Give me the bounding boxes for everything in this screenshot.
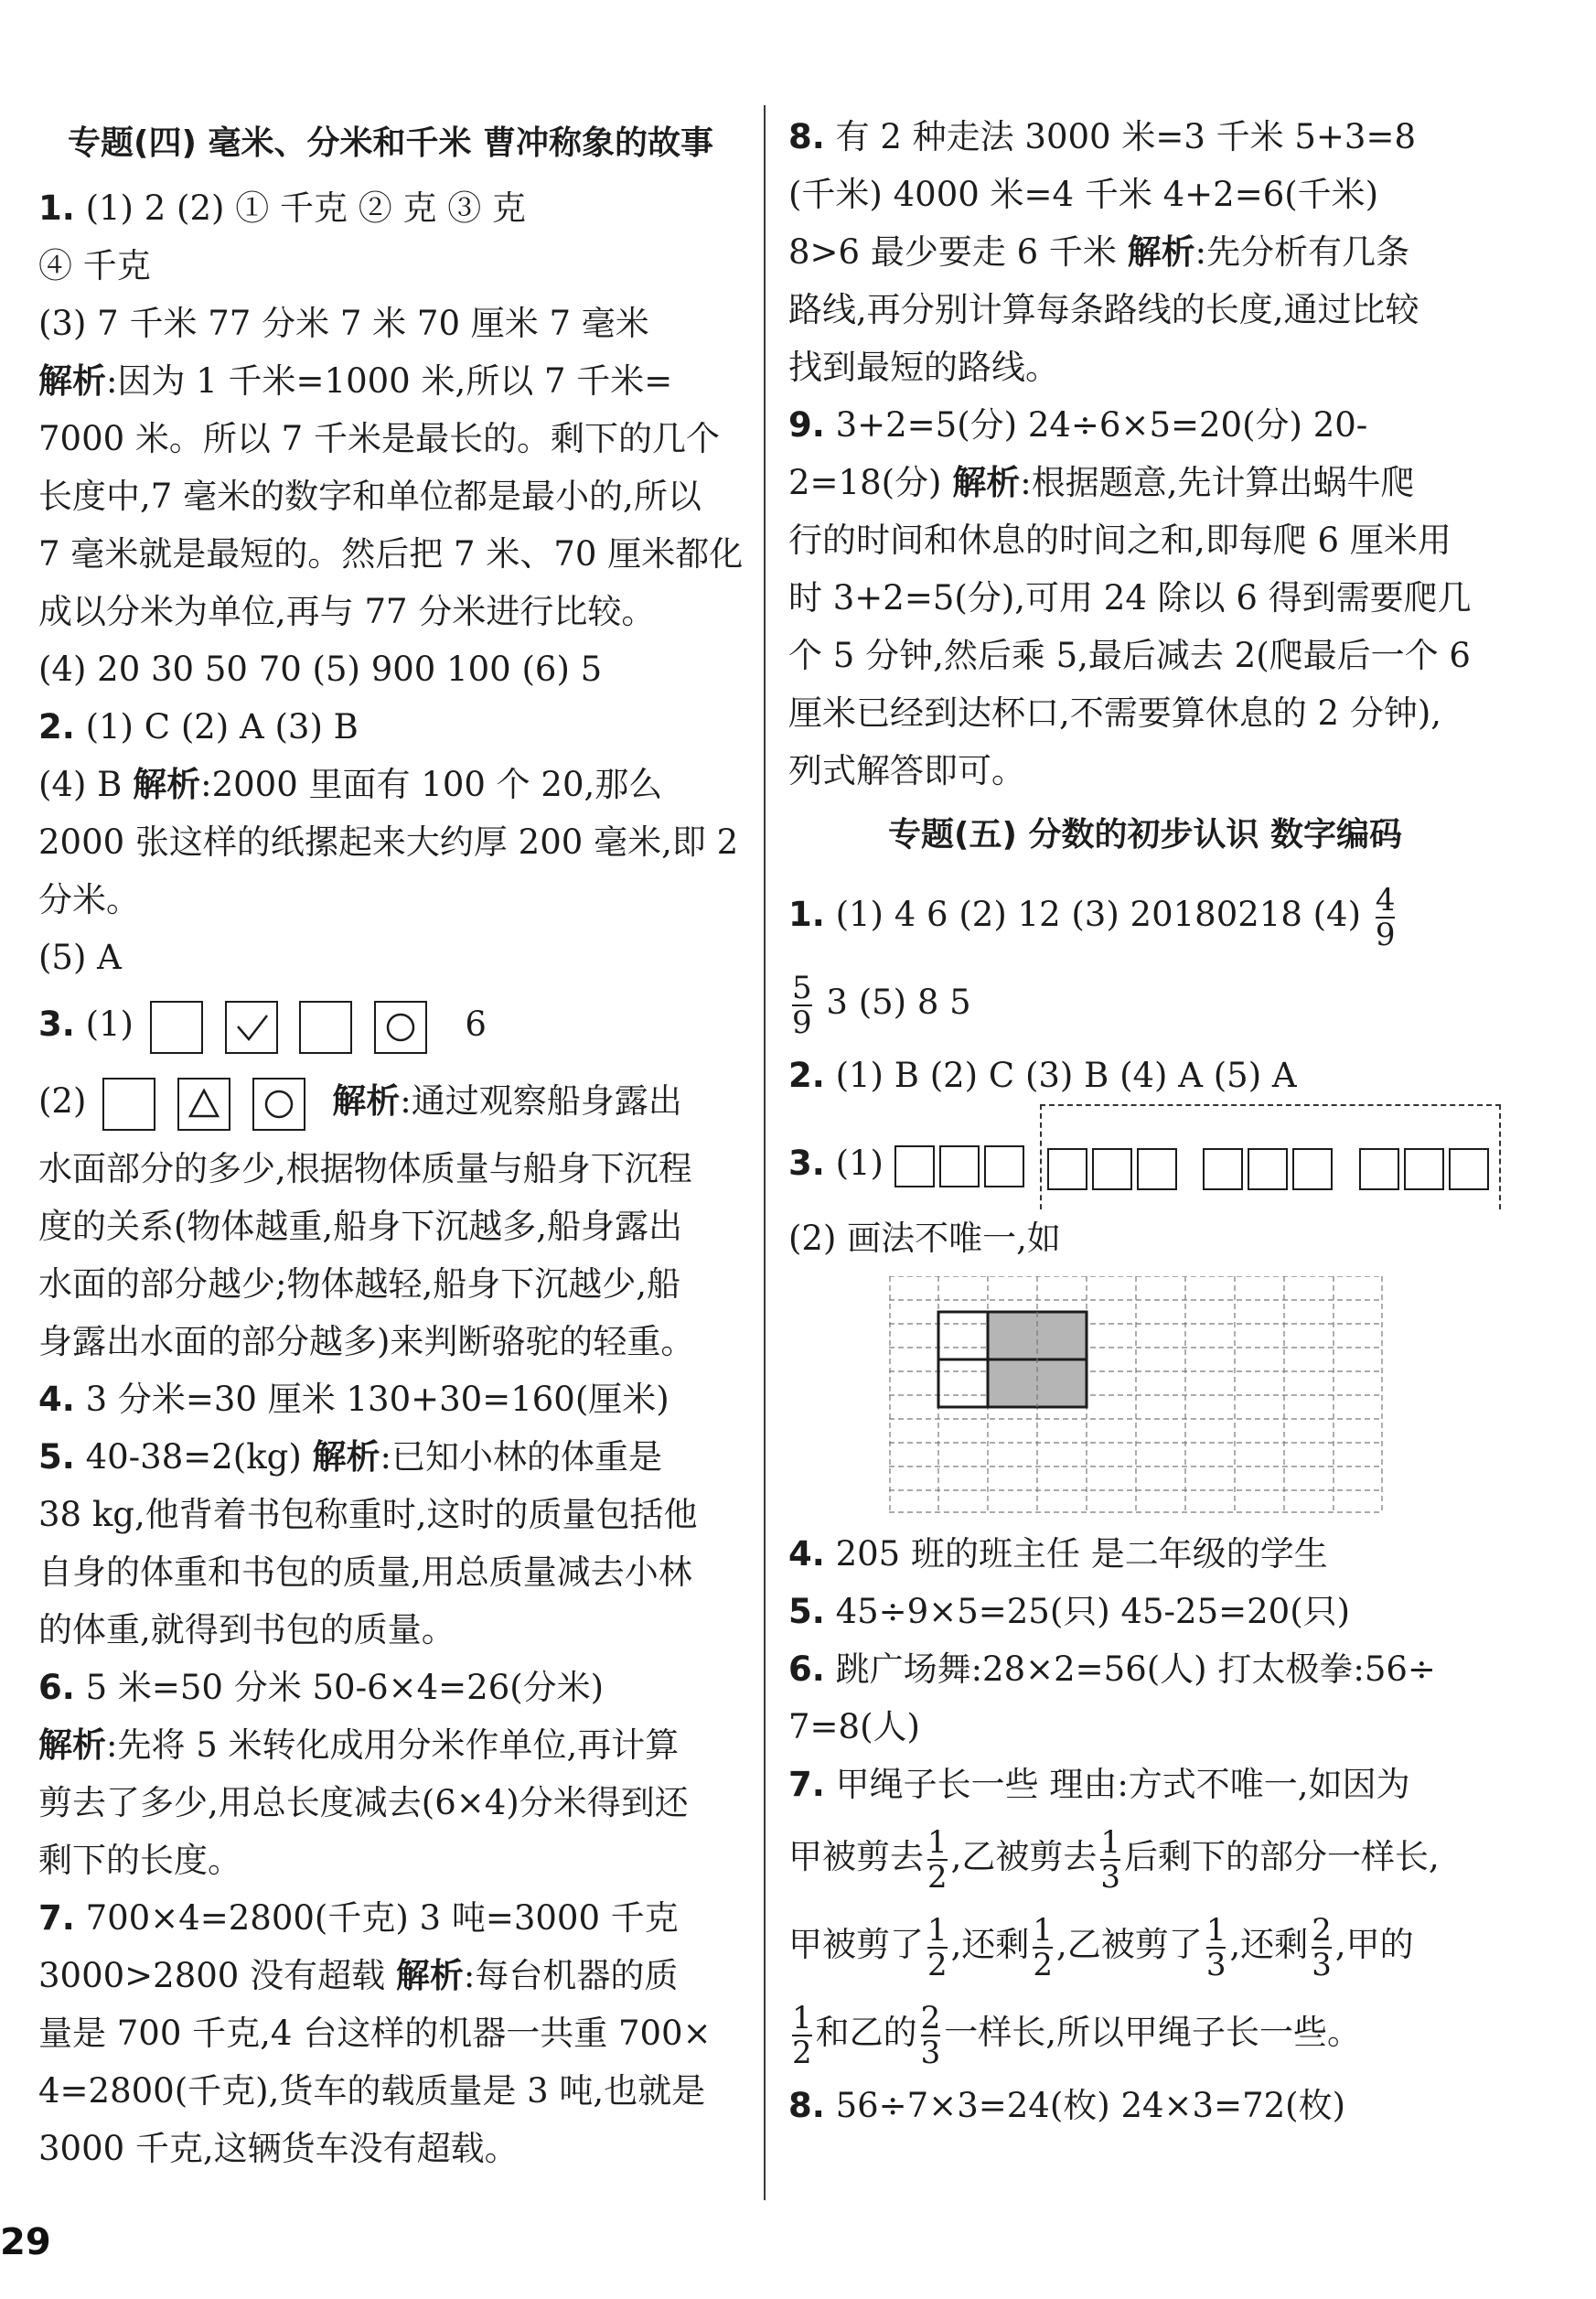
s4-line1: 4. 205 班的班主任 是二年级的学生 (788, 1534, 1328, 1574)
q7-line1: 7. 700×4=2800(千克) 3 吨=3000 千克 (38, 1898, 679, 1938)
right-column (788, 108, 1502, 2134)
s6-line1: 6. 跳广场舞:28×2=56(人) 打太极拳:56÷ (788, 1649, 1436, 1689)
q7-line5: 3000 千克,这辆货车没有超载。 (38, 2129, 519, 2168)
q1-analysis-line4: 7 毫米就是最短的。然后把 7 米、70 厘米都化 (38, 534, 743, 574)
section-heading-4: 专题(四) 毫米、分米和千米 曹冲称象的故事 (68, 124, 713, 162)
fraction: $\frac{5}{9}$ (792, 969, 812, 1041)
q6-line1: 6. 5 米=50 分米 50-6×4=26(分米) (38, 1668, 605, 1707)
q1-line2: ④ 千克 (38, 246, 151, 285)
code-box (1404, 1148, 1444, 1190)
fraction: $\frac{2}{3}$ (920, 1999, 941, 2071)
code-box (1248, 1148, 1288, 1190)
code-box (984, 1145, 1024, 1187)
fraction: $\frac{1}{3}$ (1205, 1911, 1226, 1983)
page-number: 29 (0, 2221, 51, 2263)
empty-box (102, 1078, 155, 1131)
q3-line2: (2) 解析:通过观察船身露出 (38, 1063, 743, 1140)
fraction: $\frac{1}{2}$ (792, 1999, 812, 2071)
s6-line2: 7=8(人) (788, 1707, 920, 1746)
q3-line1: 3. (1) 6 (38, 986, 743, 1063)
circle-icon (376, 1003, 425, 1052)
circle-icon (254, 1080, 304, 1129)
q8-line1: 8. 有 2 种走法 3000 米=3 千米 5+3=8 (788, 117, 1417, 156)
q1-analysis-line3: 长度中,7 毫米的数字和单位都是最小的,所以 (38, 477, 702, 516)
code-box (894, 1145, 935, 1187)
triangle-icon (179, 1080, 229, 1129)
left-column (38, 108, 743, 2177)
code-box (1292, 1148, 1333, 1190)
q7-line4: 4=2800(千克),货车的载质量是 3 吨,也就是 (38, 2071, 706, 2111)
code-box (1092, 1148, 1132, 1190)
empty-box (150, 1001, 203, 1054)
code-box (1449, 1148, 1489, 1190)
s3-line1: 3. (1) (788, 1104, 1502, 1209)
q5-line4: 的体重,就得到书包的质量。 (38, 1610, 455, 1649)
s1-line1: 1. (1) 4 6 (2) 12 (3) 20180218 (4) $\frac{4}{9}$ (788, 881, 1396, 953)
triangle-box (177, 1078, 230, 1131)
q8-line4: 路线,再分别计算每条路线的长度,通过比较 (788, 290, 1419, 329)
section-heading-5: 专题(五) 分数的初步认识 数字编码 (888, 816, 1402, 854)
q2-line2: (4) B 解析:2000 里面有 100 个 20,那么 (38, 765, 663, 804)
q3-analysis-line2: 度的关系(物体越重,船身下沉越多,船身露出 (38, 1207, 682, 1246)
q4-line1: 4. 3 分米=30 厘米 130+30=160(厘米) (38, 1380, 669, 1419)
s2-line1: 2. (1) B (2) C (3) B (4) A (5) A (788, 1056, 1297, 1095)
q7-line3: 量是 700 千克,4 台这样的机器一共重 700× (38, 2014, 712, 2053)
q2-line3: 2000 张这样的纸摞起来大约厚 200 毫米,即 2 (38, 822, 739, 862)
q8-line3: 8>6 最少要走 6 千米 解析:先分析有几条 (788, 232, 1410, 272)
q1-line1: 1. (1) 2 (2) ① 千克 ② 克 ③ 克 (38, 188, 527, 228)
q1-analysis-line1: 解析:因为 1 千米=1000 米,所以 7 千米= (38, 361, 673, 401)
q9-line1: 9. 3+2=5(分) 24÷6×5=20(分) 20- (788, 405, 1368, 445)
q9-line3: 行的时间和休息的时间之和,即每爬 6 厘米用 (788, 521, 1451, 560)
s7-line3: 甲被剪了 $\frac{1}{2}$ ,还剩 $\frac{1}{2}$ ,乙被剪了 $\frac{1}{3}$ ,还剩 $\frac{2}{3}$ ,甲的 (788, 1911, 1414, 1983)
code-box (1359, 1148, 1399, 1190)
q1-line4: (4) 20 30 50 70 (5) 900 100 (6) 5 (38, 650, 603, 689)
code-box (939, 1145, 980, 1187)
s8-line1: 8. 56÷7×3=24(枚) 24×3=72(枚) (788, 2086, 1346, 2125)
fraction: $\frac{1}{3}$ (1100, 1823, 1121, 1896)
q1-number: 1. (38, 188, 75, 228)
q8-line5: 找到最短的路线。 (788, 348, 1059, 387)
code-box-group (1040, 1104, 1501, 1209)
code-box (1203, 1148, 1243, 1190)
s3-line2: (2) 画法不唯一,如 (788, 1219, 1061, 1258)
q5-line2: 38 kg,他背着书包称重时,这时的质量包括他 (38, 1495, 698, 1534)
s7-line4: $\frac{1}{2}$ 和乙的 $\frac{2}{3}$ 一样长,所以甲绳子长一些。 (792, 1999, 1362, 2071)
code-box (1137, 1148, 1177, 1190)
q5-line1: 5. 40-38=2(kg) 解析:已知小林的体重是 (38, 1437, 662, 1477)
code-box (1047, 1148, 1087, 1190)
fraction: $\frac{1}{2}$ (1033, 1911, 1054, 1983)
fraction: $\frac{1}{2}$ (927, 1911, 948, 1983)
q1-analysis-line5: 成以分米为单位,再与 77 分米进行比较。 (38, 592, 656, 631)
fraction: $\frac{4}{9}$ (1375, 881, 1396, 953)
s7-line1: 7. 甲绳子长一些 理由:方式不唯一,如因为 (788, 1765, 1410, 1804)
q2-line4: 分米。 (38, 880, 140, 919)
shaded-grid-figure (889, 1276, 1502, 1518)
s5-line1: 5. 45÷9×5=25(只) 45-25=20(只) (788, 1592, 1351, 1631)
fraction: $\frac{1}{2}$ (927, 1823, 948, 1896)
q2-line1: 2. (1) C (2) A (3) B (38, 707, 359, 747)
s1-line2: $\frac{5}{9}$ 3 (5) 8 5 (792, 969, 971, 1041)
q1-analysis-line2: 7000 米。所以 7 千米是最长的。剩下的几个 (38, 419, 720, 458)
q3-analysis-line1: 水面部分的多少,根据物体质量与船身下沉程 (38, 1149, 692, 1188)
circle-box (374, 1001, 427, 1054)
q6-line4: 剩下的长度。 (38, 1841, 241, 1880)
q3-analysis-line3: 水面的部分越少;物体越轻,船身下沉越少,船 (38, 1264, 680, 1304)
q2-line5: (5) A (38, 938, 122, 977)
q1-line3: (3) 7 千米 77 分米 7 米 70 厘米 7 毫米 (38, 304, 649, 343)
grid-diagram (889, 1276, 1383, 1514)
s7-line2: 甲被剪去 $\frac{1}{2}$ ,乙被剪去 $\frac{1}{3}$ 后剩下的部分一样长, (788, 1823, 1440, 1896)
q6-line2: 解析:先将 5 米转化成用分米作单位,再计算 (38, 1725, 680, 1765)
column-divider (764, 105, 766, 2200)
q3-analysis-line4: 身露出水面的部分越多)来判断骆驼的轻重。 (38, 1322, 695, 1361)
q8-line2: (千米) 4000 米=4 千米 4+2=6(千米) (788, 175, 1379, 214)
fraction: $\frac{2}{3}$ (1312, 1911, 1332, 1983)
q9-line7: 列式解答即可。 (788, 751, 1025, 790)
q9-line6: 厘米已经到达杯口,不需要算休息的 2 分钟), (788, 693, 1442, 733)
q6-line3: 剪去了多少,用总长度减去(6×4)分米得到还 (38, 1783, 689, 1822)
q9-line2: 2=18(分) 解析:根据题意,先计算出蜗牛爬 (788, 463, 1415, 502)
empty-box (299, 1001, 352, 1054)
q7-line2: 3000>2800 没有超载 解析:每台机器的质 (38, 1956, 679, 1995)
circle-box (252, 1078, 305, 1131)
q5-line3: 自身的体重和书包的质量,用总质量减去小林 (38, 1552, 692, 1592)
q9-line4: 时 3+2=5(分),可用 24 除以 6 得到需要爬几 (788, 578, 1472, 618)
q9-line5: 个 5 分钟,然后乘 5,最后减去 2(爬最后一个 6 (788, 636, 1471, 675)
checkmark-icon (227, 1003, 276, 1052)
check-box (225, 1001, 278, 1054)
